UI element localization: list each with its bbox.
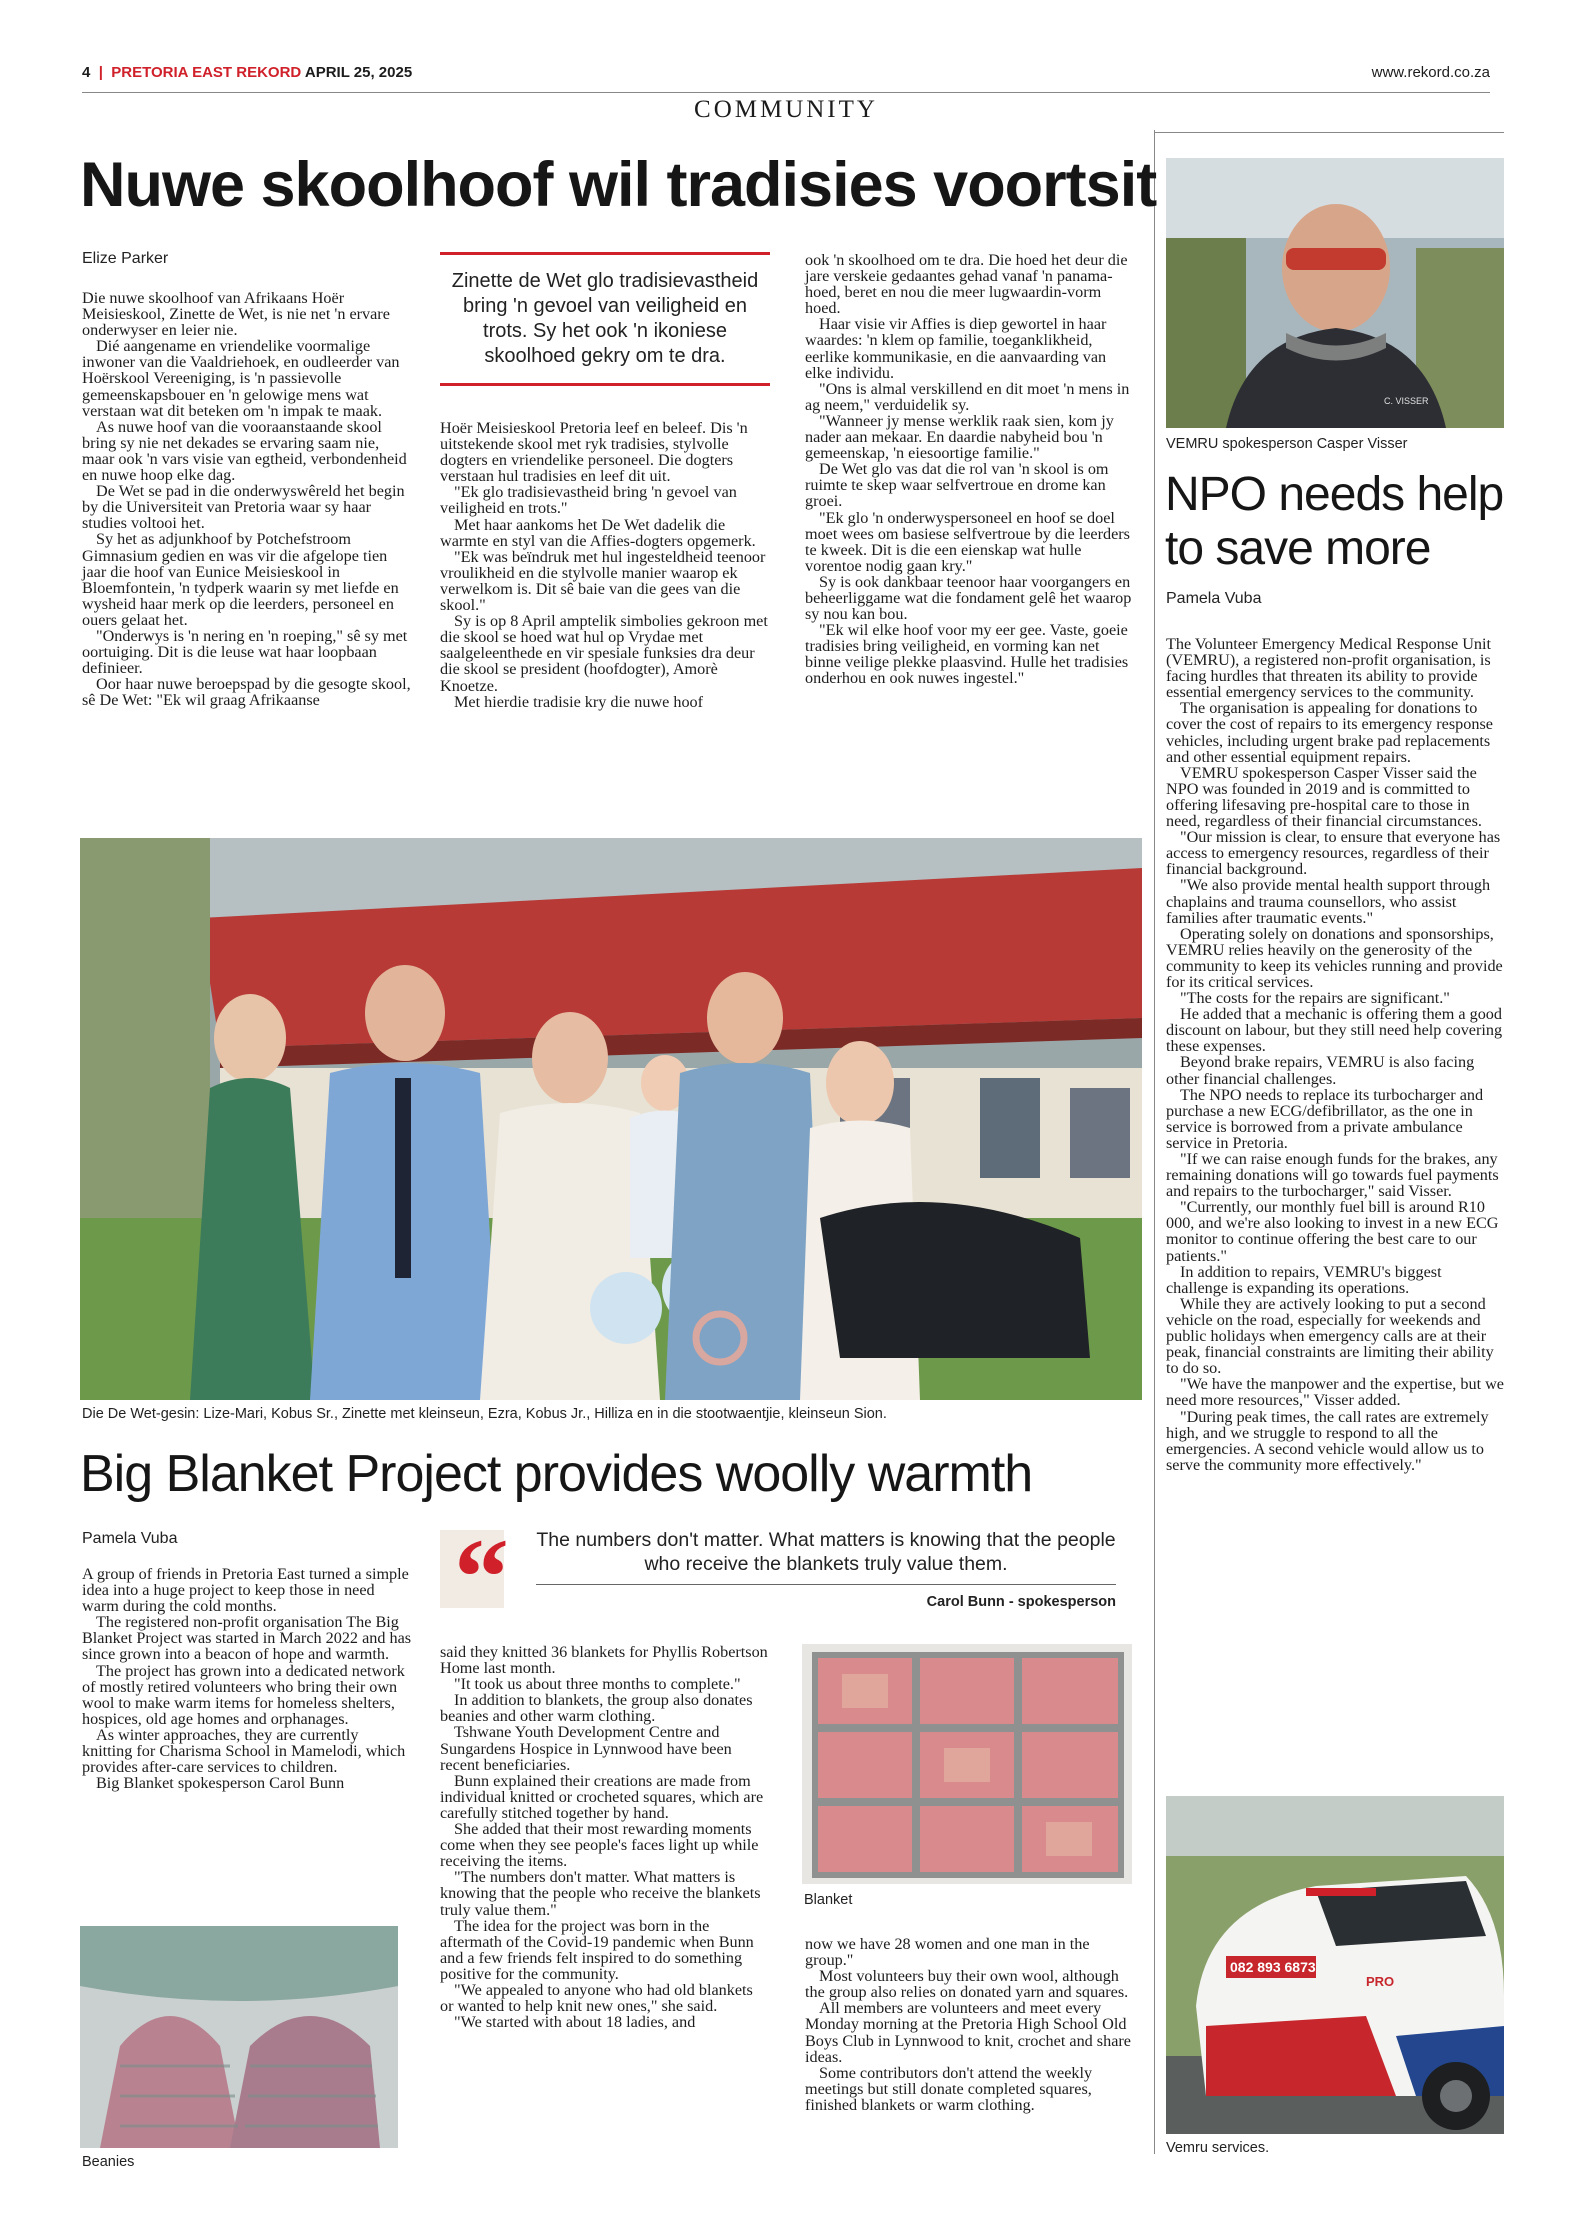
family-photo: [80, 838, 1142, 1400]
paragraph: As nuwe hoof van die vooraanstaande skool bring sy nie net dekades se ervaring saam nie, maar ook 'n vars visie van egtheid, verbondenheid en nuwe hoop elke dag.: [82, 417, 407, 485]
column-divider: [1154, 130, 1155, 2154]
paragraph: ook 'n skoolhoed om te dra. Die hoed het deur die jare verskeie gedaantes gehad vanaf 'n panama-hoed, beret en nou die meer lugwaardin-vorm hoed.: [805, 251, 1128, 318]
vemru-car-illustration: [1166, 1796, 1504, 2134]
article3-headline: NPO needs help to save more: [1165, 468, 1504, 575]
beanies-illustration: [80, 1926, 398, 2148]
paragraph: Oor haar nuwe beroepspad by die gesogte skool, sê De Wet: "Ek wil graag Afrikaanse: [82, 675, 411, 710]
car-phone-text: 082 893 6873: [1230, 1959, 1316, 1975]
paragraph: "If we can raise enough funds for the brakes, any remaining donations will go towards fuel payments and repairs to the turbocharger," said Visser.: [1166, 1150, 1499, 1201]
visser-illustration: [1166, 158, 1504, 428]
paragraph: De Wet se pad in die onderwyswêreld het begin by die Universiteit van Pretoria waar sy haar studies voltooi het.: [82, 482, 405, 533]
paragraph: Sy is ook dankbaar teenoor haar voorgangers en beheerliggame wat die fondament gelê het waarop sy nou kan bou.: [805, 572, 1132, 624]
vemru-car-photo: [1166, 1796, 1504, 2134]
paragraph: In addition to repairs, VEMRU's biggest challenge is expanding its operations.: [1166, 1262, 1442, 1297]
folio-separator: |: [98, 64, 103, 81]
paragraph: now we have 28 women and one man in the group.": [805, 1935, 1090, 1970]
car-brand-text: PRO: [1366, 1974, 1395, 1989]
article2-headline: Big Blanket Project provides woolly warmth: [80, 1445, 1033, 1503]
paragraph: All members are volunteers and meet every Monday morning at the Pretoria High School Old Boys Club in Lynnwood to knit, crochet and share ideas.: [805, 1999, 1131, 2066]
website-link[interactable]: www.rekord.co.za: [1371, 64, 1490, 81]
visser-photo: [1166, 158, 1504, 428]
article2-col3: [805, 1936, 1135, 2113]
section-title: COMMUNITY: [694, 96, 878, 123]
article2-quote: The numbers don't matter. What matters is knowing that the people who receive the blankets truly value them.: [536, 1529, 1116, 1575]
visser-caption: VEMRU spokesperson Casper Visser: [1166, 436, 1408, 452]
paragraph: Met haar aankoms het De Wet dadelik die warmte en styl van die Affies-dogters opgemerk.: [440, 515, 756, 550]
article3-byline: Pamela Vuba: [1166, 590, 1262, 607]
paragraph: "Ek was beïndruk met hul ingesteldheid teenoor vroulikheid en die stylvolle manier waarop ek verwelkom is. Dit sê baie van die gees van die skool.": [440, 547, 766, 615]
header-rule: [82, 92, 1490, 93]
paragraph: In addition to blankets, the group also donates beanies and other warm clothing.: [440, 1691, 753, 1726]
paragraph: Most volunteers buy their own wool, although the group also relies on donated yarn and squares.: [805, 1967, 1129, 2002]
paragraph: Hoër Meisieskool Pretoria leef en beleef. Dis 'n uitstekende skool met ryk tradisies, stylvolle dogters en vriendelike personeel. Die dogters verstaan hul tradisies en leef dit uit.: [440, 419, 748, 486]
paragraph: said they knitted 36 blankets for Phyllis Robertson Home last month.: [440, 1643, 768, 1678]
quote-mark: “: [454, 1516, 509, 1638]
article3-col: [1166, 636, 1506, 1473]
paragraph: "During peak times, the call rates are extremely high, and we struggle to respond to all the emergencies. A second vehicle would allow us to serve the community more effectively.": [1166, 1407, 1489, 1474]
quote-mark-box: [440, 1516, 509, 1638]
blanket-caption: Blanket: [804, 1892, 853, 1908]
article1-headline: Nuwe skoolhoof wil tradisies voortsit: [80, 150, 1157, 220]
paragraph: "We also provide mental health support through chaplains and trauma counsellors, who assist families after traumatic events.": [1166, 876, 1491, 927]
paragraph: "It took us about three months to complete.": [454, 1675, 741, 1694]
paragraph: "We started with about 18 ladies, and: [454, 2013, 696, 2032]
paragraph: Big Blanket spokesperson Carol Bunn: [96, 1774, 345, 1793]
paragraph: "We have the manpower and the expertise, but we need more resources," Visser added.: [1166, 1375, 1504, 1410]
article1-col2: [440, 420, 770, 710]
page-number: 4: [82, 64, 91, 81]
paragraph: The project has grown into a dedicated network of mostly retired volunteers who bring their own wool to make warm items for homeless shelters, hospices, old age homes and orphanages.: [82, 1661, 405, 1728]
article1-byline: Elize Parker: [82, 250, 169, 267]
paragraph: Sy het as adjunkhoof by Potchefstroom Gimnasium gedien en was vir die afgelope tien jaar die hoof van Eunice Meisieskool in Bloemfontein, 'n tydperk waarin sy met liefde en wysheid haar merk op die leerders, personeel en ouers gelaat het.: [82, 530, 399, 629]
quote-source: Carol Bunn - spokesperson: [926, 1594, 1116, 1610]
article2-col2: [440, 1644, 770, 2030]
paragraph: She added that their most rewarding moments come when they see people's faces light up while receiving the items.: [440, 1820, 759, 1871]
article2-byline: Pamela Vuba: [82, 1530, 178, 1547]
paragraph: "Ek glo 'n onderwyspersoneel en hoof se doel moet wees om basiese selfvertroue by die leerders te kweek. Dit is die een eienskap wat hulle vorentoe nodig gaan kry.": [805, 508, 1130, 575]
paragraph: He added that a mechanic is offering them a good discount on labour, but they still need help covering these expenses.: [1166, 1005, 1503, 1056]
paragraph: "Onderwys is 'n nering en 'n roeping," sê sy met oortuiging. Dit is die leuse wat haar loopbaan definieer.: [82, 626, 408, 678]
paper-name: PRETORIA EAST REKORD: [111, 64, 302, 81]
paragraph: The Volunteer Emergency Medical Response Unit (VEMRU), a registered non-profit organisation, is facing hurdles that threaten its ability to provide essential emergency services to the community.: [1166, 635, 1492, 702]
beanies-caption: Beanies: [82, 2154, 135, 2170]
family-photo-caption: Die De Wet-gesin: Lize-Mari, Kobus Sr., Zinette met kleinseun, Ezra, Kobus Jr., Hilliza en in die stootwaentjie, kleinseun Sion.: [82, 1406, 887, 1422]
folio: [82, 64, 412, 81]
article1-col1: [82, 290, 412, 708]
paragraph: "The costs for the repairs are significant.": [1180, 989, 1450, 1008]
paragraph: Bunn explained their creations are made from individual knitted or crocheted squares, which are carefully stitched together by hand.: [440, 1771, 764, 1822]
paragraph: "Wanneer jy mense werklik raak sien, kom jy nader aan mekaar. En daardie nabyheid bou 'n gemeenskap, 'n eiesoortige familie.": [805, 411, 1114, 463]
paragraph: "The numbers don't matter. What matters is knowing that the people who receive the blankets truly value them.": [440, 1868, 761, 1919]
paragraph: "Our mission is clear, to ensure that everyone has access to emergency resources, regardless of their financial background.: [1166, 828, 1501, 879]
vest-text: C. VISSER: [1384, 396, 1429, 406]
paragraph: Haar visie vir Affies is diep gewortel in haar waardes: 'n klem op familie, toeganklikheid, eerlike kommunikasie, en die aanvaarding van elke individu.: [805, 315, 1107, 382]
quote-rule: [536, 1584, 1116, 1585]
issue-date: APRIL 25, 2025: [304, 64, 413, 81]
paragraph: VEMRU spokesperson Casper Visser said the NPO was founded in 2019 and is committed to offering lifesaving pre-hospital care to those in need, regardless of their financial circumstances.: [1166, 763, 1482, 831]
paragraph: Tshwane Youth Development Centre and Sungardens Hospice in Lynnwood have been recent beneficiaries.: [440, 1723, 732, 1774]
page-header: [82, 60, 1490, 86]
paragraph: The idea for the project was born in the aftermath of the Covid-19 pandemic when Bunn and a few friends felt inspired to do something positive for the community.: [440, 1916, 754, 1983]
paragraph: Sy is op 8 April amptelik simbolies gekroon met die skool se hoed wat hul op Vrydae met saalgeleenthede en vir spesiale funksies dra deur die skool se president (hoofdogter), Amorè Knoetze.: [440, 612, 768, 695]
paragraph: Met hierdie tradisie kry die nuwe hoof: [454, 692, 704, 711]
paragraph: As winter approaches, they are currently knitting for Charisma School in Mamelodi, which provides after-care services to children.: [82, 1725, 406, 1777]
paragraph: Some contributors don't attend the weekly meetings but still donate completed squares, finished blankets or warm clothing.: [805, 2063, 1093, 2114]
car-caption: Vemru services.: [1166, 2140, 1270, 2156]
blanket-photo: [802, 1644, 1132, 1884]
paragraph: "Ons is almal verskillend en dit moet 'n mens in ag neem," verduidelik sy.: [805, 379, 1130, 414]
paragraph: Die nuwe skoolhoof van Afrikaans Hoër Meisieskool, Zinette de Wet, is nie net 'n ervare onderwyser en leier nie.: [82, 289, 390, 340]
article1-col3: [805, 252, 1135, 687]
paragraph: The NPO needs to replace its turbocharger and purchase a new ECG/defibrillator, as the one in service is borrowed from a private ambulance service in Pretoria.: [1166, 1085, 1484, 1152]
paragraph: De Wet glo vas dat die rol van 'n skool is om ruimte te skep waar selfvertroue en drome kan groei.: [805, 460, 1109, 511]
paragraph: The organisation is appealing for donations to cover the cost of repairs to its emergency response vehicles, including urgent brake pad replacements and other essential equipment repairs.: [1166, 699, 1493, 766]
family-photo-illustration: [80, 838, 1142, 1400]
paragraph: "Currently, our monthly fuel bill is around R10 000, and we're also looking to invest in a new ECG monitor to continue offering the best care to our patients.": [1166, 1198, 1499, 1265]
paragraph: "Ek wil elke hoof voor my eer gee. Vaste, goeie tradisies bring veiligheid, en vorming kan net binne veilige plekke plaasvind. Hulle het tradisies onderhou en ook nuwes ingestel.": [805, 621, 1129, 688]
article2-col1: [82, 1566, 412, 1791]
paragraph: "We appealed to anyone who had old blankets or wanted to help knit new ones," she said.: [440, 1980, 753, 2016]
paragraph: Dié aangename en vriendelike voormalige inwoner van die Vaaldriehoek, en oudleerder van Hoërskool Vereeniging, is 'n passievolle gemeenskapsbouer en 'n gelowige mens wat verstaan wat dit beteken om 'n impak te maak.: [82, 337, 400, 420]
paragraph: A group of friends in Pretoria East turned a simple idea into a huge project to keep those in need warm during the cold months.: [82, 1565, 409, 1616]
sidebar-top-rule: [1154, 132, 1504, 133]
paragraph: "Ek glo tradisievastheid bring 'n gevoel van veiligheid en trots.": [440, 483, 737, 518]
article1-pullquote: Zinette de Wet glo tradisievastheid bring 'n gevoel van veiligheid en trots. Sy het ook 'n ikoniese skoolhoed gekry om te dra.: [440, 252, 770, 386]
paragraph: Operating solely on donations and sponsorships, VEMRU relies heavily on the generosity of the community to keep its vehicles running and provide for its critical services.: [1166, 924, 1503, 991]
paragraph: The registered non-profit organisation The Big Blanket Project was started in March 2022 and has since grown into a beacon of hope and warmth.: [82, 1613, 412, 1664]
paragraph: While they are actively looking to put a second vehicle on the road, especially for weekends and public holidays when emergency calls are at their peak, financial constraints are limiting their ability to do so.: [1166, 1294, 1494, 1378]
beanies-photo: [80, 1926, 398, 2148]
paragraph: Beyond brake repairs, VEMRU is also facing other financial challenges.: [1166, 1053, 1475, 1088]
blanket-illustration: [802, 1644, 1132, 1884]
